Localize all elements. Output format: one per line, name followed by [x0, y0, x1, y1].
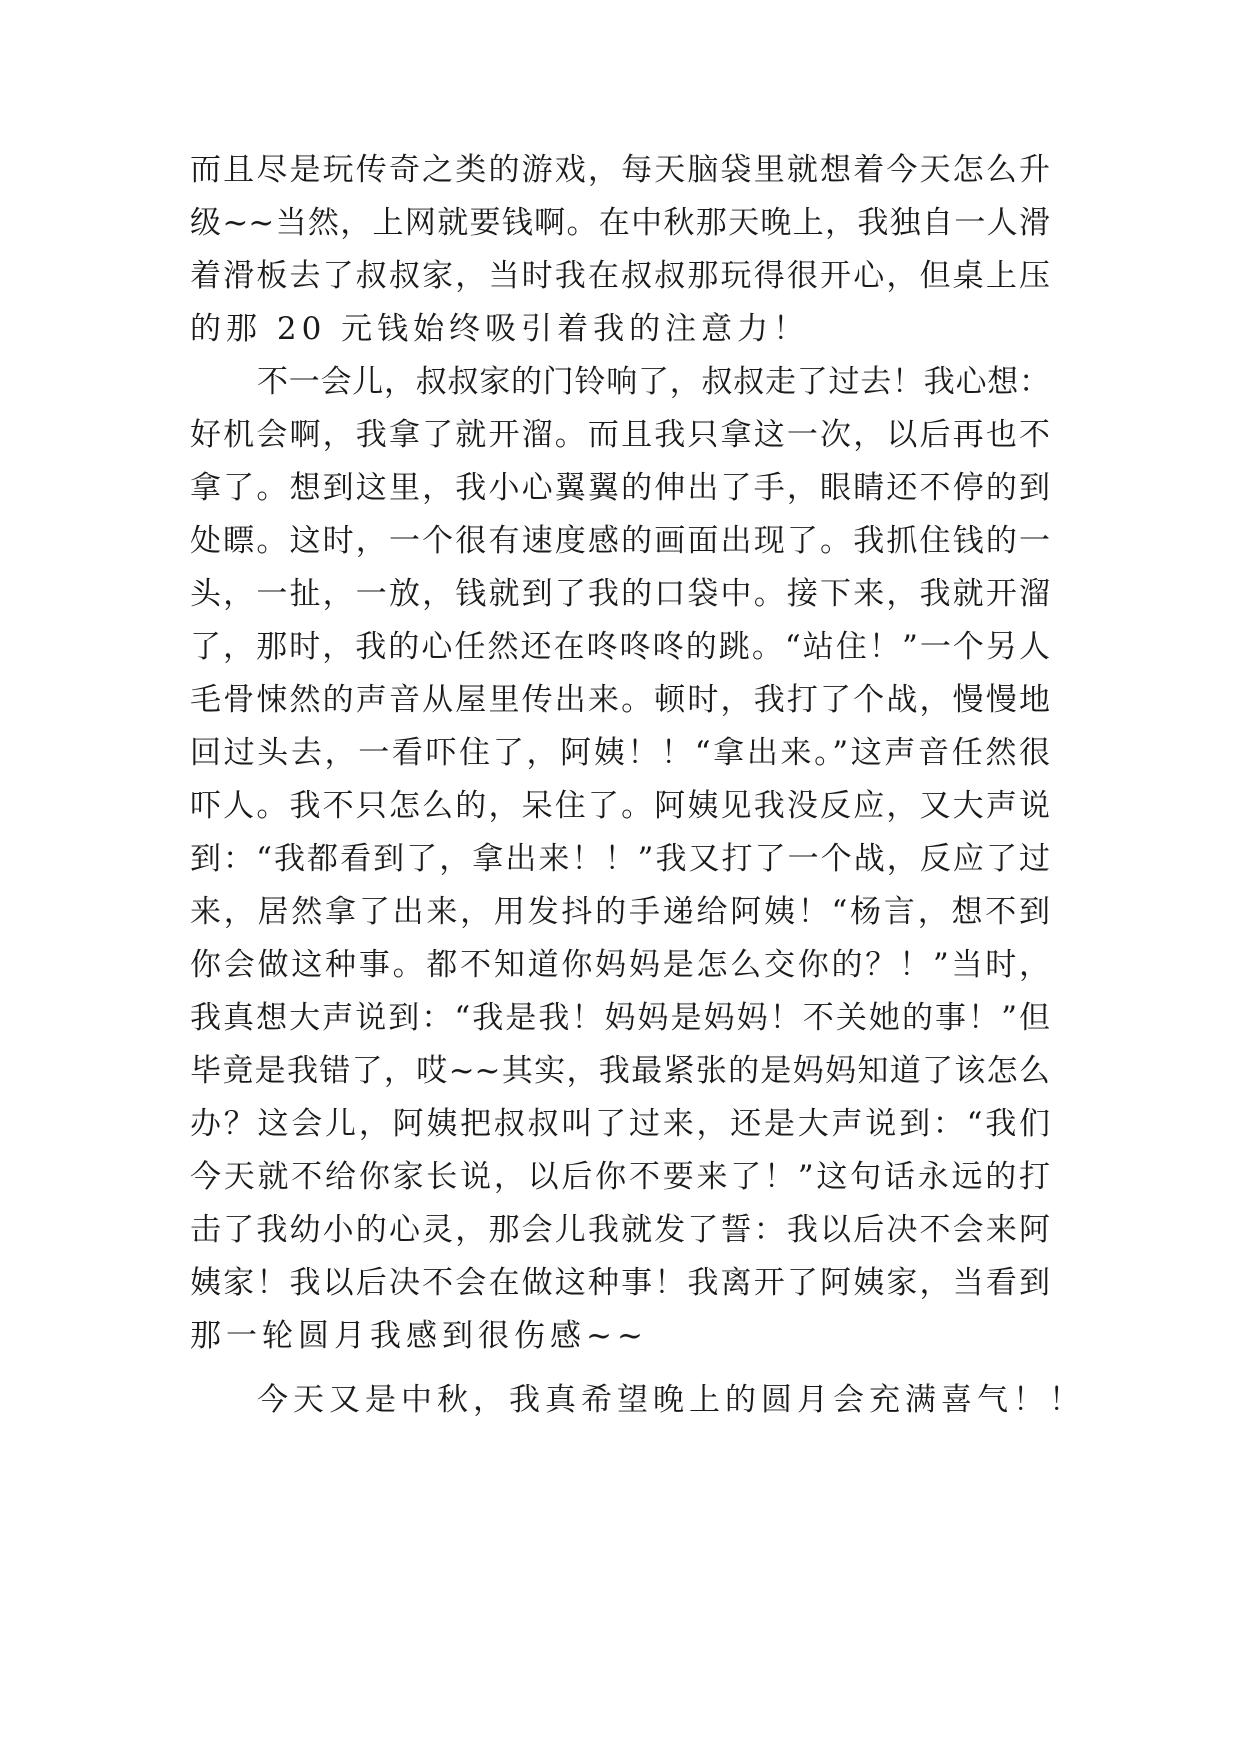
text-line: 办？这会儿，阿姨把叔叔叫了过来，还是大声说到：“我们	[190, 1106, 1050, 1142]
text-line: 拿了。想到这里，我小心翼翼的伸出了手，眼睛还不停的到	[190, 470, 1050, 506]
text-line: 毕竟是我错了，哎~~其实，我最紧张的是妈妈知道了该怎么	[190, 1053, 1050, 1089]
text-line: 头，一扯，一放，钱就到了我的口袋中。接下来，我就开溜	[190, 576, 1050, 612]
text-line: 击了我幼小的心灵，那会儿我就发了誓：我以后决不会来阿	[190, 1212, 1050, 1248]
text-line: 来，居然拿了出来，用发抖的手递给阿姨！“杨言，想不到	[190, 894, 1050, 930]
text-line: 而且尽是玩传奇之类的游戏，每天脑袋里就想着今天怎么升	[190, 152, 1050, 188]
text-line: 的那 20 元钱始终吸引着我的注意力！	[190, 311, 810, 347]
text-line: 到：“我都看到了，拿出来！！”我又打了一个战，反应了过	[190, 841, 1050, 877]
text-line: 我真想大声说到：“我是我！妈妈是妈妈！不关她的事！”但	[190, 1000, 1050, 1036]
text-line: 好机会啊，我拿了就开溜。而且我只拿这一次，以后再也不	[190, 417, 1050, 453]
text-line: 级~~当然，上网就要钱啊。在中秋那天晚上，我独自一人滑	[190, 205, 1050, 241]
paragraph-first-line: 不一会儿，叔叔家的门铃响了，叔叔走了过去！我心想：	[257, 364, 1050, 400]
closing-paragraph: 今天又是中秋，我真希望晚上的圆月会充满喜气！！	[257, 1382, 1085, 1418]
text-line: 吓人。我不只怎么的，呆住了。阿姨见我没反应，又大声说	[190, 788, 1050, 824]
text-line: 了，那时，我的心任然还在咚咚咚的跳。“站住！”一个另人	[190, 629, 1050, 665]
text-line: 姨家！我以后决不会在做这种事！我离开了阿姨家，当看到	[190, 1265, 1050, 1301]
text-line: 着滑板去了叔叔家，当时我在叔叔那玩得很开心，但桌上压	[190, 258, 1050, 294]
text-line: 回过头去，一看吓住了，阿姨！！“拿出来。”这声音任然很	[190, 735, 1050, 771]
text-line: 你会做这种事。都不知道你妈妈是怎么交你的？！”当时，	[190, 947, 1050, 983]
text-line: 处瞟。这时，一个很有速度感的画面出现了。我抓住钱的一	[190, 523, 1050, 559]
text-line: 毛骨悚然的声音从屋里传出来。顿时，我打了个战，慢慢地	[190, 682, 1050, 718]
text-line: 今天就不给你家长说，以后你不要来了！”这句话永远的打	[190, 1159, 1050, 1195]
text-line: 那一轮圆月我感到很伤感~~	[190, 1318, 648, 1354]
